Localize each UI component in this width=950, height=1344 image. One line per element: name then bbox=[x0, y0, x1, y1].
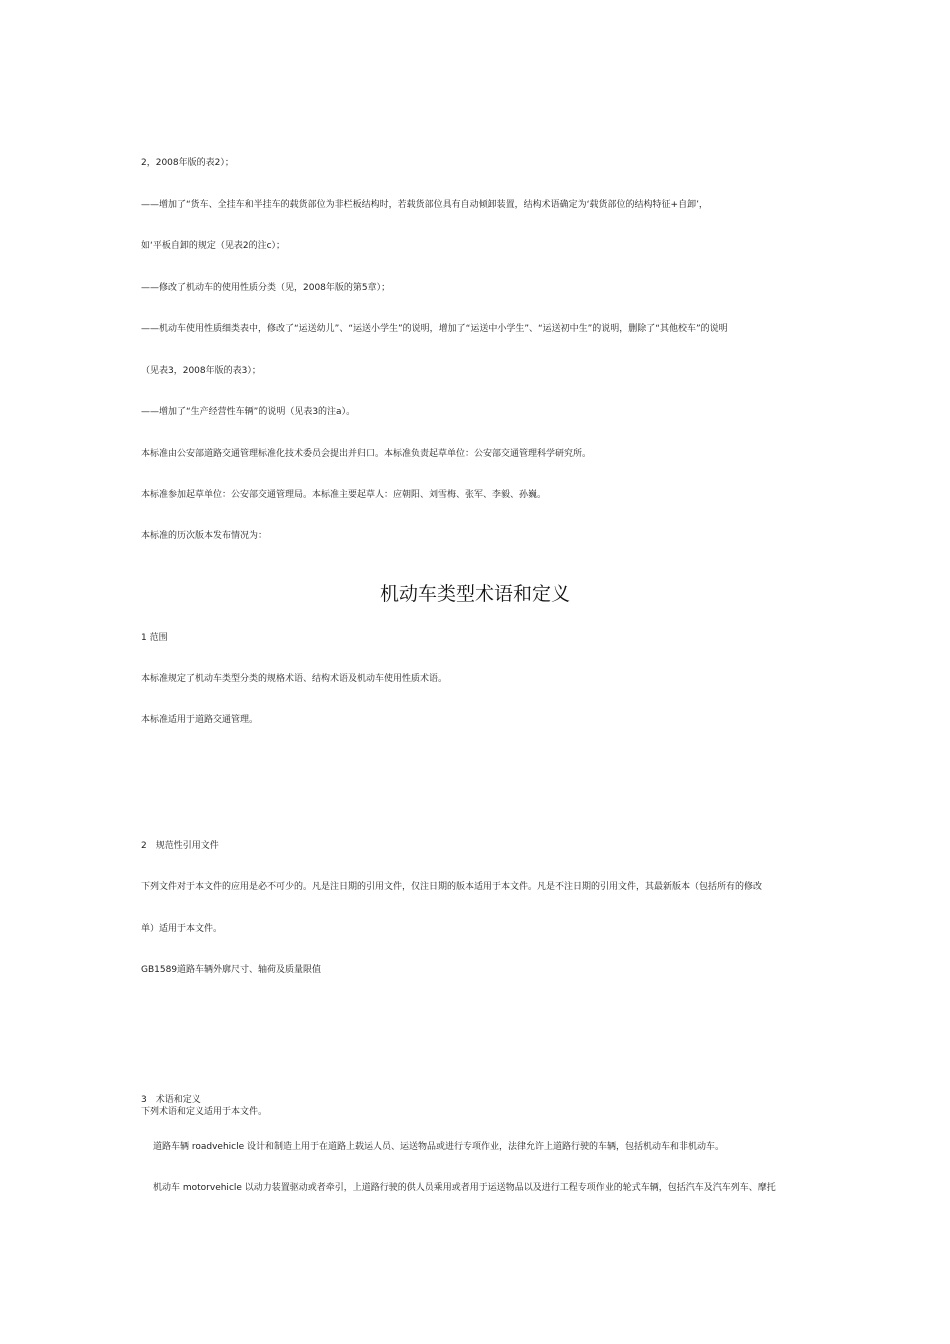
section2-reference: GB1589道路车辆外廓尺寸、轴荷及质量限值 bbox=[141, 965, 322, 975]
body-line-6: （见表3，2008年版的表3）； bbox=[141, 366, 261, 376]
body-line-9: 本标准参加起草单位：公安部交通管理局。本标准主要起草人：应朝阳、刘雪梅、张军、李毅、孙巍。 bbox=[141, 490, 547, 500]
section3-heading: 3 术语和定义 bbox=[141, 1095, 201, 1105]
body-line-10: 本标准的历次版本发布情况为： bbox=[141, 531, 268, 541]
body-line-8: 本标准由公安部道路交通管理标准化技术委员会提出并归口。本标准负责起草单位：公安部交通管理科学研究所。 bbox=[141, 449, 592, 459]
section1-heading: 1 范围 bbox=[141, 633, 168, 643]
section1-paragraph-2: 本标准适用于道路交通管理。 bbox=[141, 715, 259, 725]
section3-intro: 下列术语和定义适用于本文件。 bbox=[141, 1107, 268, 1117]
section2-paragraph-2: 单）适用于本文件。 bbox=[141, 924, 223, 934]
body-line-5: ——机动车使用性质细类表中，修改了“运送幼儿”、“运送小学生”的说明，增加了“运送中小学生”、“运送初中生”的说明，删除了“其他校车”的说明 bbox=[141, 324, 728, 334]
section2-heading: 2 规范性引用文件 bbox=[141, 841, 219, 851]
definition-road-vehicle: 道路车辆 roadvehicle 设计和制造上用于在道路上载运人员、运送物品或进行专项作业，法律允许上道路行驶的车辆，包括机动车和非机动车。 bbox=[153, 1142, 725, 1152]
document-title: 机动车类型术语和定义 bbox=[379, 583, 570, 605]
section1-paragraph-1: 本标准规定了机动车类型分类的规格术语、结构术语及机动车使用性质术语。 bbox=[141, 674, 448, 684]
body-line-2: ——增加了“货车、全挂车和半挂车的载货部位为非栏板结构时，若载货部位具有自动倾卸装置，结构术语确定为‘载货部位的结构特征+自卸’， bbox=[141, 200, 708, 210]
body-line-4: ——修改了机动车的使用性质分类（见，2008年版的第5章）； bbox=[141, 283, 391, 293]
section2-paragraph-1: 下列文件对于本文件的应用是必不可少的。凡是注日期的引用文件，仅注日期的版本适用于本文件。凡是不注日期的引用文件，其最新版本（包括所有的修改 bbox=[141, 882, 763, 892]
body-line-1: 2，2008年版的表2）； bbox=[141, 158, 234, 168]
body-line-7: ——增加了“生产经营性车辆”的说明（见表3的注a）。 bbox=[141, 407, 356, 417]
body-line-3: 如‘平板自卸的规定（见表2的注c）； bbox=[141, 241, 286, 251]
definition-motor-vehicle: 机动车 motorvehicle 以动力装置驱动或者牵引，上道路行驶的供人员乘用或者用于运送物品以及进行工程专项作业的轮式车辆，包括汽车及汽车列车、摩托 bbox=[153, 1183, 776, 1193]
